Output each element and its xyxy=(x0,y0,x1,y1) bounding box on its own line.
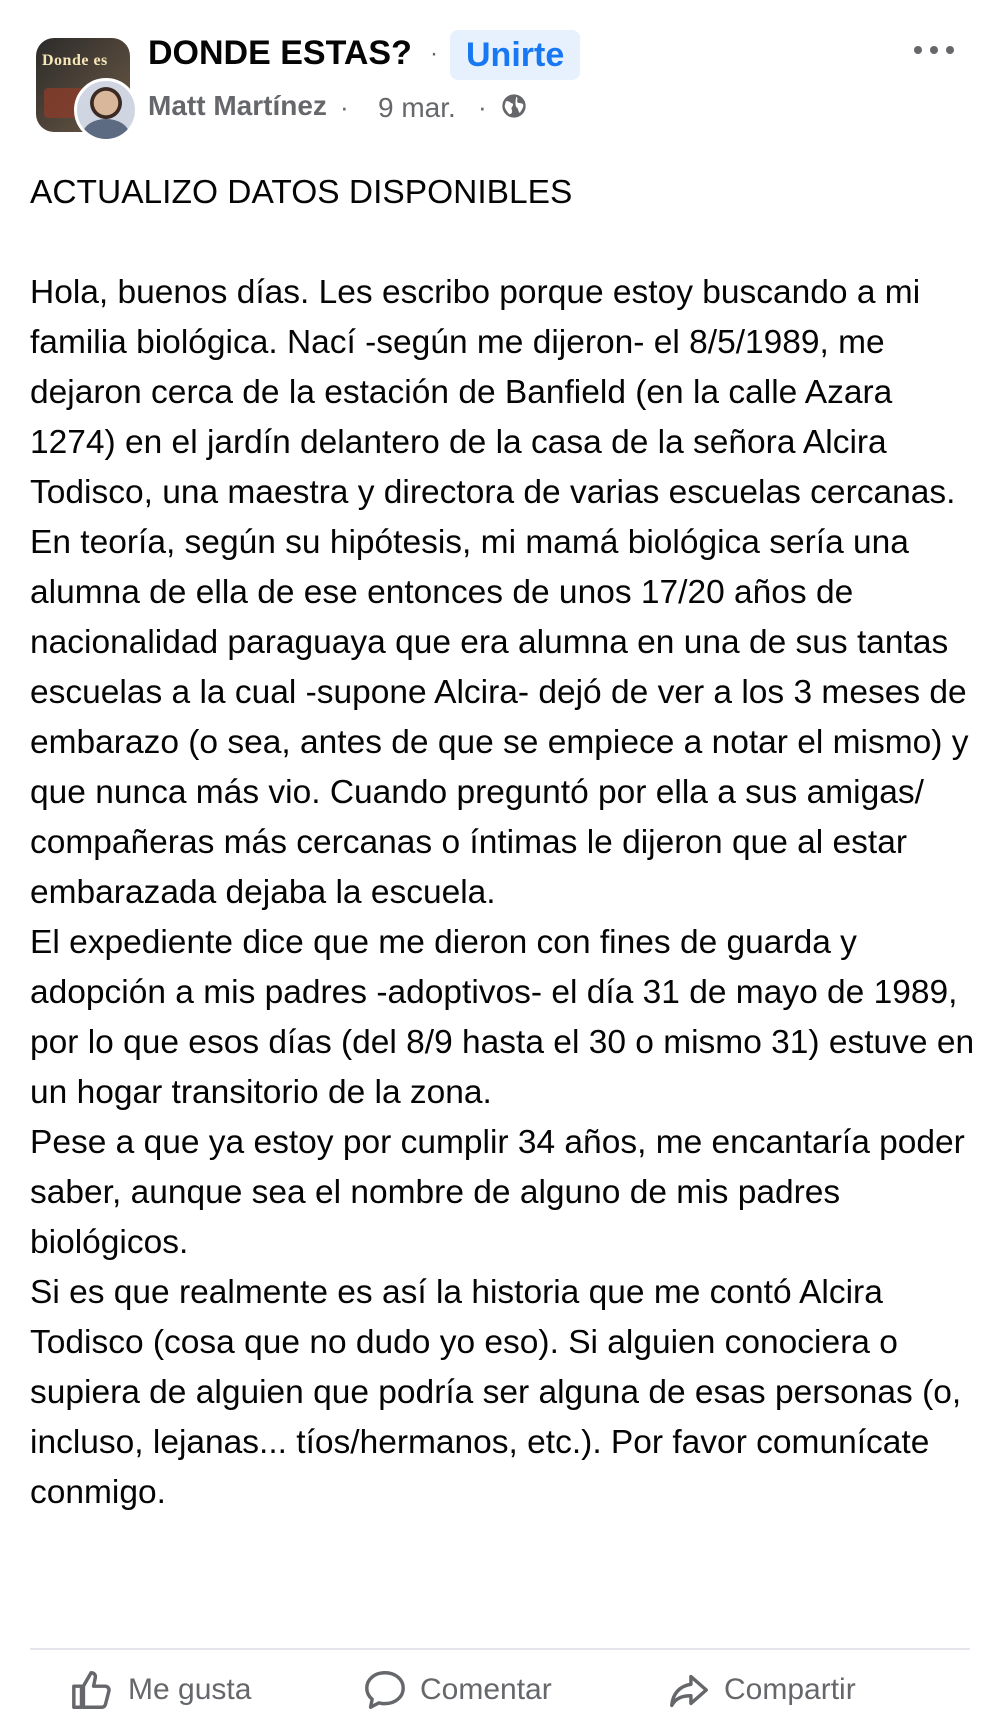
group-name-link[interactable]: DONDE ESTAS? xyxy=(148,34,412,72)
post-body xyxy=(30,168,980,1518)
post-date-link[interactable]: 9 mar. xyxy=(378,92,456,123)
post-paragraph: Pese a que ya estoy por cumplir 34 años, me encantaría poder saber, aunque sea el nombre de alguno de mis padres biológicos. xyxy=(30,1124,965,1261)
post-paragraph: En teoría, según su hipótesis, mi mamá biológica sería una alumna de ella de ese entonces de unos 17/20 años de nacionalidad paraguaya que era alumna en una de sus tantas escuelas a la cual -supone Alcira- dejó de ver a los 3 meses de embarazo (o sea, antes de que se empiece a notar el mismo) y que nunca más vio. Cuando preguntó por ella a sus amigas/ compañeras más cercanas o íntimas le dijeron que al estar embarazada dejaba la escuela. xyxy=(30,524,969,911)
like-button[interactable] xyxy=(70,1660,251,1720)
comment-icon xyxy=(362,1667,408,1713)
post-actions-bar xyxy=(0,1660,1000,1720)
separator-dot: · xyxy=(430,40,438,67)
share-button[interactable] xyxy=(666,1660,856,1720)
actions-divider xyxy=(30,1648,970,1650)
separator-dot: · xyxy=(478,92,487,122)
paragraph-spacer xyxy=(30,218,980,268)
comment-label: Comentar xyxy=(420,1673,552,1706)
post-paragraph: ACTUALIZO DATOS DISPONIBLES xyxy=(30,174,573,211)
post-paragraph: Si es que realmente es así la historia que me contó Alcira Todisco (cosa que no dudo yo eso). Si alguien conociera o supiera de alguien que podría ser alguna de esas personas (o, incluso, lejanas... tíos/hermanos, etc.). Por favor comunícate conmigo. xyxy=(30,1274,962,1511)
like-label: Me gusta xyxy=(128,1673,252,1706)
group-thumbnail-text: Donde es xyxy=(42,52,108,69)
share-label: Compartir xyxy=(724,1673,856,1706)
share-icon xyxy=(666,1667,712,1713)
author-avatar[interactable] xyxy=(74,78,138,142)
comment-button[interactable] xyxy=(362,1660,552,1720)
post-paragraph: El expediente dice que me dieron con fines de guarda y adopción a mis padres -adoptivos- el día 31 de mayo de 1989, por lo que esos días (del 8/9 hasta el 30 o mismo 31) estuve en un hogar transitorio de la zona. xyxy=(30,924,975,1111)
join-group-button[interactable]: Unirte xyxy=(450,30,580,80)
post-header xyxy=(0,0,1000,150)
post-paragraph: Hola, buenos días. Les escribo porque estoy buscando a mi familia biológica. Nací -según me dijeron- el 8/5/1989, me dejaron cerca de la estación de Banfield (en la calle Azara 1274) en el jardín delantero de la casa de la señora Alcira Todisco, una maestra y directora de varias escuelas cercanas. xyxy=(30,274,956,511)
separator-dot: · xyxy=(340,92,349,122)
more-horizontal-icon[interactable] xyxy=(910,30,960,70)
avatar-shoulders xyxy=(83,119,129,142)
author-name-link[interactable]: Matt Martínez xyxy=(148,90,327,121)
globe-icon xyxy=(500,92,528,120)
thumbs-up-icon xyxy=(70,1667,116,1713)
